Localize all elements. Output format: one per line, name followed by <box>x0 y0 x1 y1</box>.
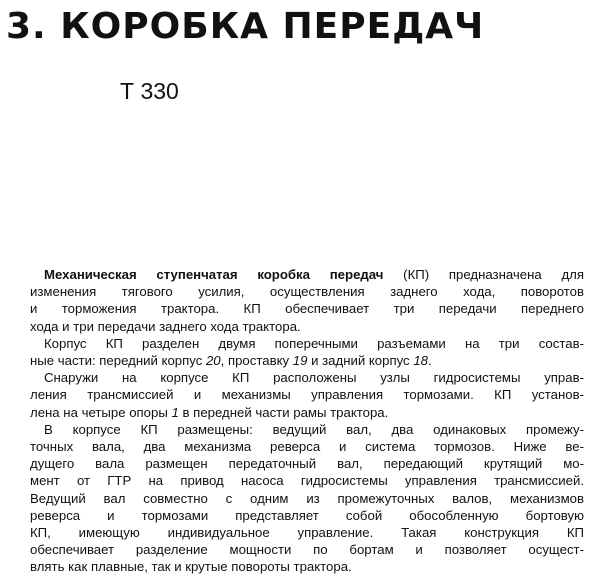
paragraph-1-line-4: хода и три передачи заднего хода трактора. <box>30 318 301 334</box>
bold-term: Механическая ступенчатая коробка передач <box>44 267 384 282</box>
paragraph-4-line-8: обеспечивает разделение мощности по бортам и позволяет осущест- <box>30 542 584 558</box>
tractor-model-label: Т 330 <box>120 78 179 104</box>
text-span: лена на четыре опоры <box>30 404 172 420</box>
text-span: (КП) предназначена для <box>383 267 584 282</box>
body-text <box>30 266 584 576</box>
text-span: в передней части рамы трактора. <box>178 404 389 420</box>
paragraph-4-line-3: дущего вала размещен передаточный вал, передающий крутящий мо- <box>30 456 584 472</box>
part-number: 20 <box>205 353 221 369</box>
paragraph-3-line-3 <box>30 404 584 421</box>
paragraph-1-line-3: и торможения трактора. КП обеспечивает три передачи переднего <box>30 301 584 317</box>
paragraph-4-line-1: В корпусе КП размещены: ведущий вал, два одинаковых промежу- <box>44 421 584 437</box>
paragraph-2-line-1: Корпус КП разделен двумя поперечными разъемами на три состав- <box>44 335 584 351</box>
paragraph-3-line-2: ления трансмиссией и механизмы управления тормозами. КП установ- <box>30 387 584 403</box>
section-heading: 3. КОРОБКА ПЕРЕДАЧ <box>6 6 485 47</box>
paragraph-4-line-4: мент от ГТР на привод насоса гидросистемы управления трансмиссией. <box>30 473 584 489</box>
text-span: и задний корпус <box>307 353 414 369</box>
paragraph-4-line-5: Ведущий вал совместно с одним из промежуточных валов, механизмов <box>30 490 584 506</box>
part-number: 19 <box>292 353 308 369</box>
part-number: 18 <box>413 353 428 369</box>
part-number: 1 <box>171 404 179 420</box>
text-span: , проставку <box>220 353 293 369</box>
paragraph-4-line-9: влять как плавные, так и крутые повороты трактора. <box>30 559 352 575</box>
text-span: . <box>428 353 432 369</box>
paragraph-1-line-1 <box>30 266 584 283</box>
paragraph-2-line-2 <box>30 352 584 369</box>
text-span: ные части: передний корпус <box>30 353 206 369</box>
paragraph-1-line-2: изменения тягового усилия, осуществления заднего хода, поворотов <box>30 284 584 300</box>
paragraph-4-line-6: реверса и тормозами представляет собой обособленную бортовую <box>30 507 584 523</box>
paragraph-4-line-2: точных вала, два механизма реверса и система тормозов. Ниже ве- <box>30 439 584 455</box>
paragraph-3-line-1: Снаружи на корпусе КП расположены узлы гидросистемы управ- <box>44 370 584 386</box>
paragraph-4-line-7: КП, имеющую индивидуальное управление. Такая конструкция КП <box>30 525 584 541</box>
